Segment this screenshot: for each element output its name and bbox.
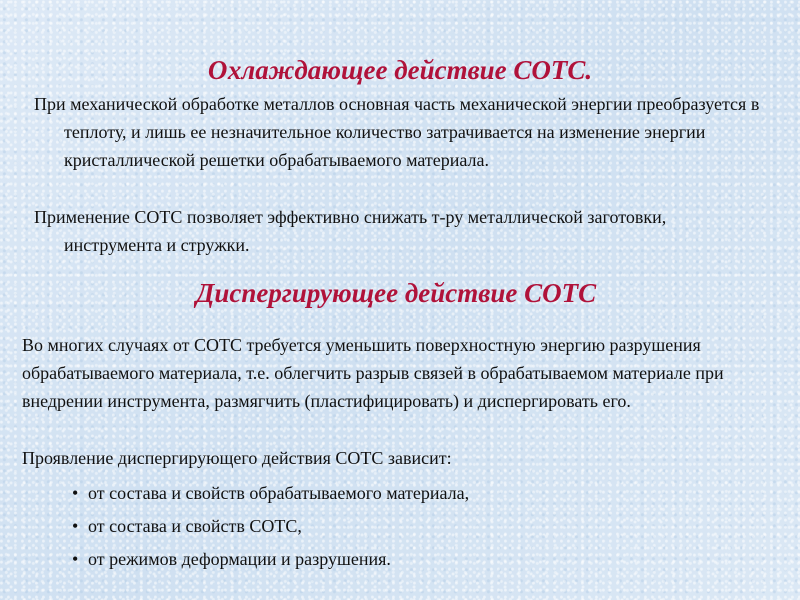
list-item-text: от состава и свойств СОТС, bbox=[88, 516, 302, 536]
list-item bbox=[72, 512, 469, 540]
list-item bbox=[72, 545, 469, 573]
bullet-icon: • bbox=[72, 549, 79, 569]
dependency-list bbox=[72, 479, 469, 578]
bullet-icon: • bbox=[72, 516, 79, 536]
list-item bbox=[72, 479, 469, 507]
paragraph-cooling-heat: При механической обработке металлов основная часть механической энергии преобразуется в теплоту, и лишь ее незначительное количество затрачивается на изменение энергии кристаллической решетки обрабатываемого материала. bbox=[34, 94, 760, 170]
paragraph-cooling-application: Применение СОТС позволяет эффективно снижать т-ру металлической заготовки, инструмента и стружки. bbox=[34, 207, 667, 255]
section-title-dispersing: Диспергирующее действие СОТС bbox=[195, 278, 597, 308]
paragraph-dispersing-depends: Проявление диспергирующего действия СОТС зависит: bbox=[22, 448, 452, 468]
paragraph-dispersing-purpose: Во многих случаях от СОТС требуется уменьшить поверхностную энергию разрушения обрабатываемого материала, т.е. облегчить разрыв связей в обрабатываемом материале при внедрении инструмента, размягчить (пластифицировать) и диспергировать его. bbox=[22, 335, 724, 411]
bullet-icon: • bbox=[72, 483, 79, 503]
section-title-cooling: Охлаждающее действие СОТС. bbox=[207, 55, 593, 85]
list-item-text: от режимов деформации и разрушения. bbox=[88, 549, 391, 569]
list-item-text: от состава и свойств обрабатываемого материала, bbox=[88, 483, 470, 503]
